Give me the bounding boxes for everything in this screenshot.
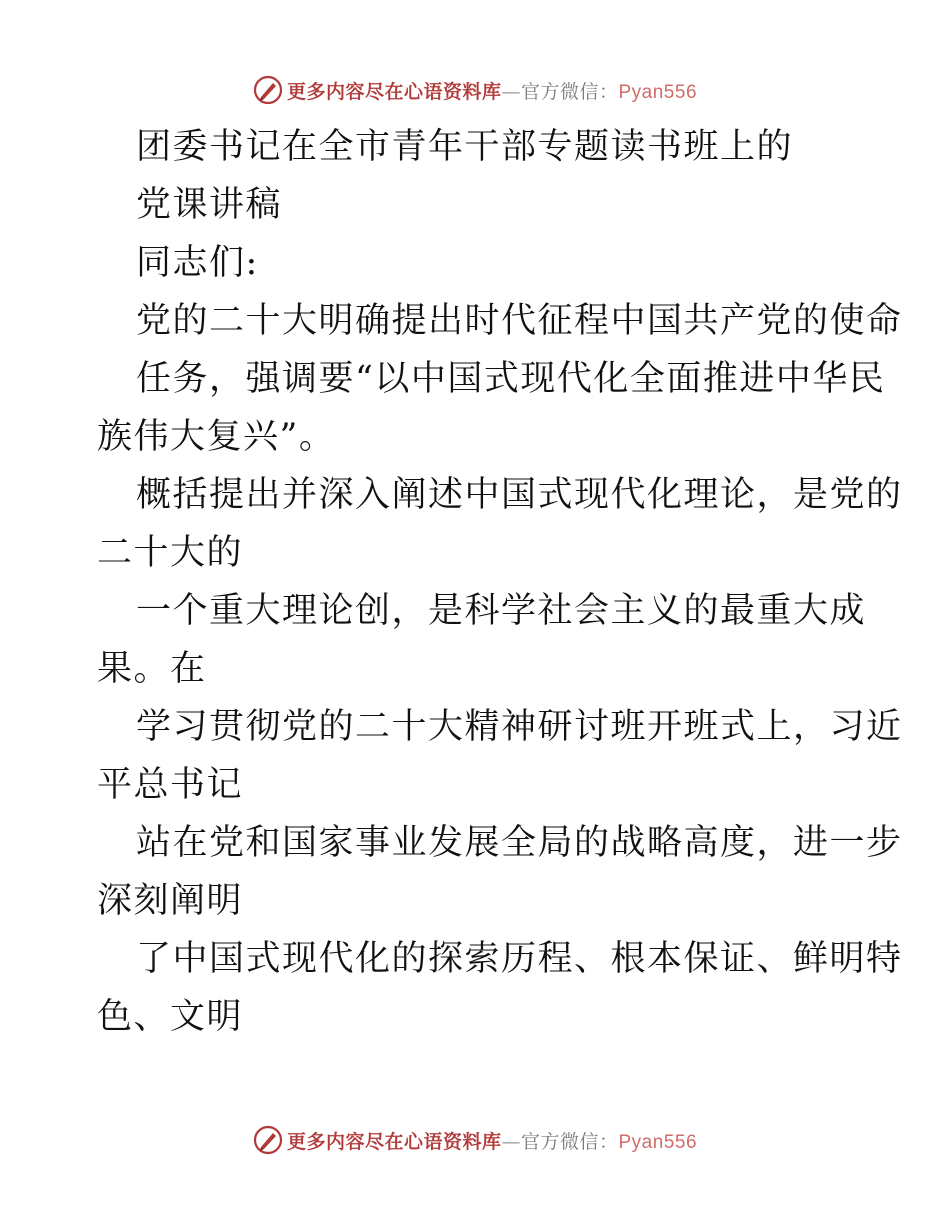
watermark-brand: 更多内容尽在心语资料库 — [286, 1130, 502, 1153]
header-watermark — [0, 72, 950, 108]
text-line: 果。在 — [97, 649, 207, 689]
text-line: 了中国式现代化的探索历程、根本保证、鲜明特 — [136, 939, 903, 979]
watermark-official-label: 官方微信： — [520, 1130, 619, 1153]
text-line: 任务，强调要“以中国式现代化全面推进中华民 — [136, 359, 886, 399]
text-line: 一个重大理论创，是科学社会主义的最重大成 — [136, 591, 867, 631]
title-line-1: 团委书记在全市青年干部专题读书班上的 — [136, 127, 794, 167]
text-line: 学习贯彻党的二十大精神研讨班开班式上，习近 — [136, 707, 903, 747]
watermark-dash: — — [501, 80, 521, 103]
text-line: 概括提出并深入阐述中国式现代化理论，是党的 — [136, 475, 903, 515]
pen-logo-icon — [253, 1125, 283, 1155]
pen-logo-icon — [253, 75, 283, 105]
text-line: 党的二十大明确提出时代征程中国共产党的使命 — [136, 301, 903, 341]
footer-watermark — [0, 1122, 950, 1158]
watermark-brand: 更多内容尽在心语资料库 — [286, 80, 502, 103]
text-line: 平总书记 — [97, 765, 244, 805]
watermark-wechat-id: Pyan556 — [618, 1131, 698, 1153]
text-line: 族伟大复兴”。 — [97, 417, 336, 457]
text-line: 站在党和国家事业发展全局的战略高度，进一步 — [136, 823, 903, 863]
watermark-wechat-id: Pyan556 — [618, 81, 698, 103]
watermark-official-label: 官方微信： — [520, 80, 619, 103]
salutation: 同志们: — [136, 243, 259, 283]
watermark-dash: — — [501, 1130, 521, 1153]
text-line: 色、文明 — [97, 997, 244, 1037]
text-line: 深刻阐明 — [97, 881, 244, 921]
title-line-2: 党课讲稿 — [136, 185, 283, 225]
text-line: 二十大的 — [97, 533, 244, 573]
